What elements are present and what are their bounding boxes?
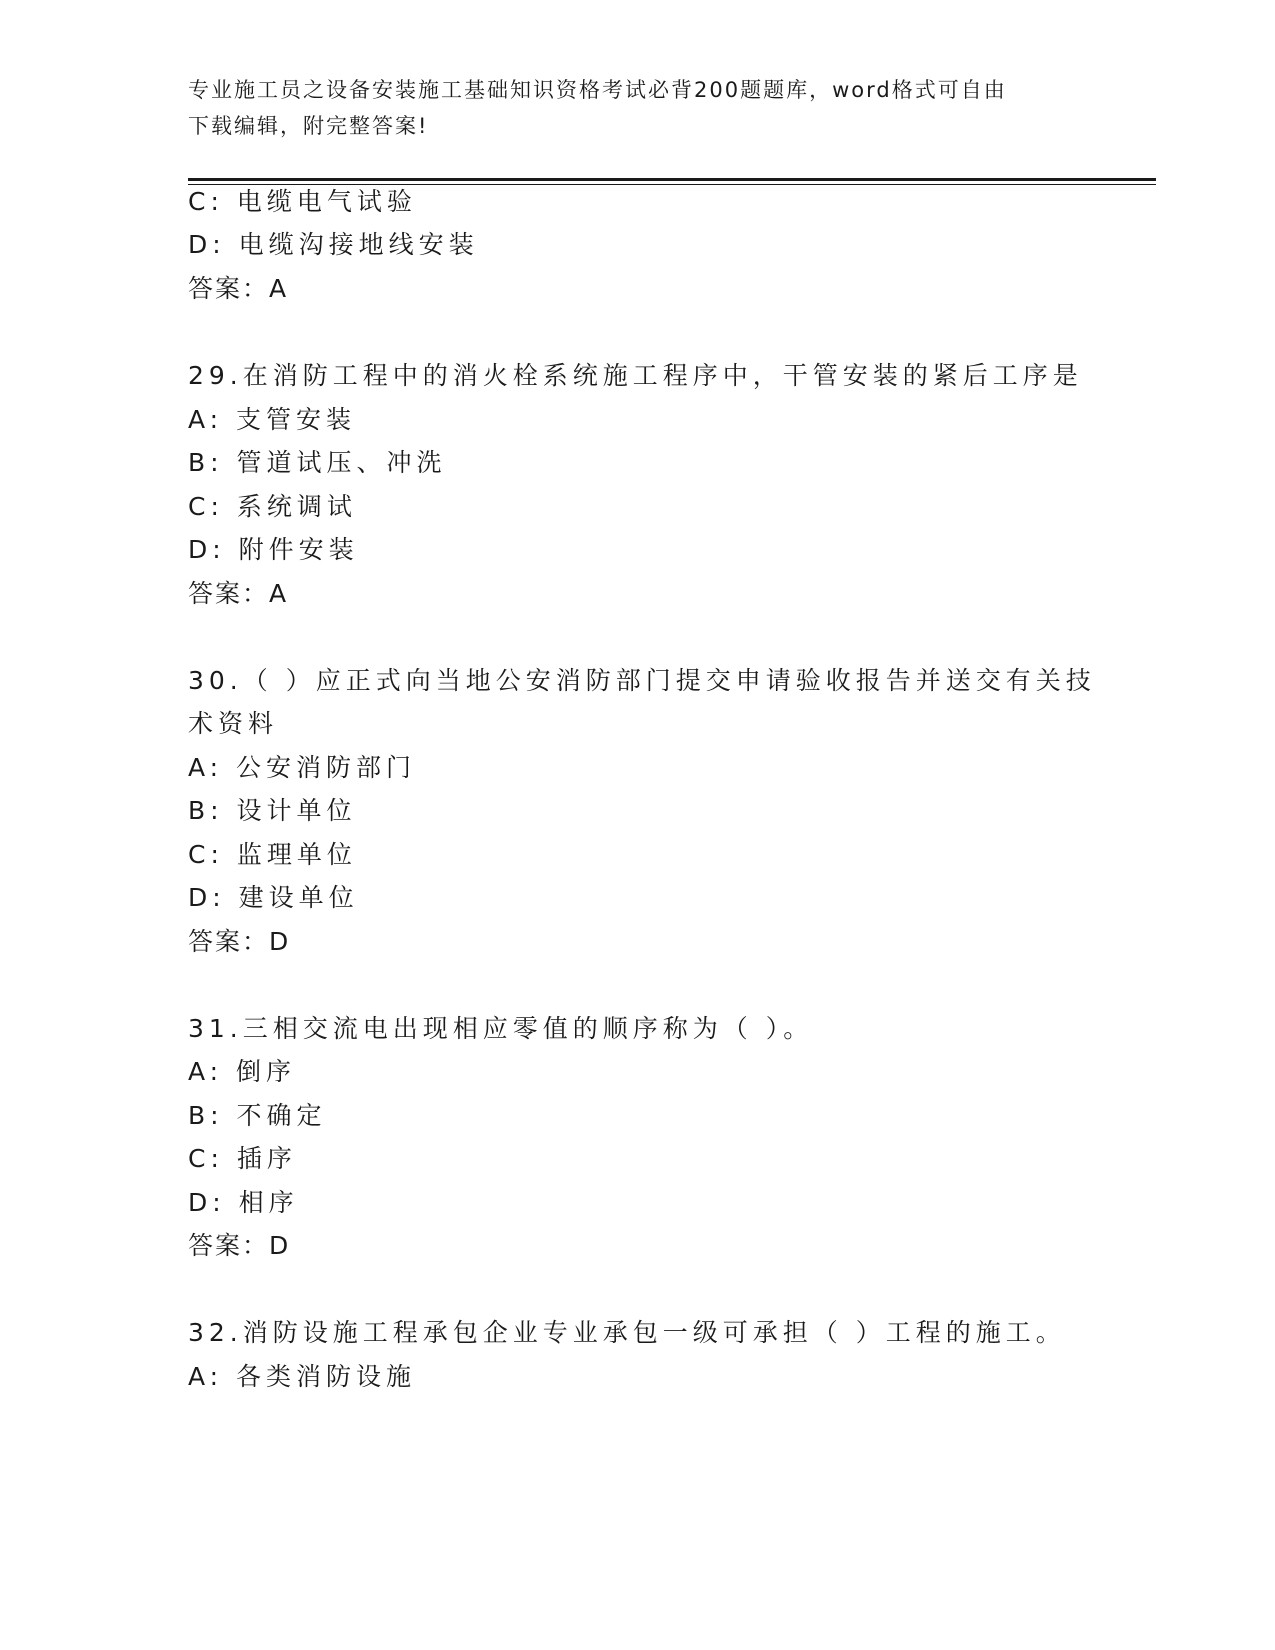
q28-option-c: C: 电缆电气试验 [188,187,417,216]
q29-option-a: A: 支管安装 [188,405,357,434]
q29-option-d: D: 附件安装 [188,535,359,564]
q30-option-d: D: 建设单位 [188,883,359,912]
q31-option-c: C: 插序 [188,1144,297,1173]
q32-option-a: A: 各类消防设施 [188,1362,417,1391]
document-header [188,72,1068,144]
header-title-line-2: 下载编辑，附完整答案! [188,114,429,138]
q30-option-c: C: 监理单位 [188,840,357,869]
q28-option-d: D: 电缆沟接地线安装 [188,230,479,259]
q30-answer: 答案：D [188,927,291,956]
header-rule-thick [188,178,1156,181]
header-rule-thin [188,184,1156,185]
header-title-line-1: 专业施工员之设备安装施工基础知识资格考试必背200题题库，word格式可自由 [188,78,1007,102]
q28-answer: 答案：A [188,274,289,303]
q31-stem: 31.三相交流电出现相应零值的顺序称为（ ）。 [188,1014,814,1043]
q30-option-a: A: 公安消防部门 [188,753,417,782]
q29-stem: 29.在消防工程中的消火栓系统施工程序中，干管安装的紧后工序是 [188,361,1083,390]
q29-option-c: C: 系统调试 [188,492,357,521]
q30-stem-line-2: 术资料 [188,709,279,738]
q30-option-b: B: 设计单位 [188,796,357,825]
q29-answer: 答案：A [188,579,289,608]
q31-option-d: D: 相序 [188,1188,299,1217]
q29-option-b: B: 管道试压、冲洗 [188,448,447,477]
q31-option-a: A: 倒序 [188,1057,297,1086]
q30-stem-line-1: 30.（ ）应正式向当地公安消防部门提交申请验收报告并送交有关技 [188,666,1096,695]
q31-answer: 答案：D [188,1231,291,1260]
q31-option-b: B: 不确定 [188,1101,327,1130]
q32-stem: 32.消防设施工程承包企业专业承包一级可承担（ ）工程的施工。 [188,1318,1066,1347]
